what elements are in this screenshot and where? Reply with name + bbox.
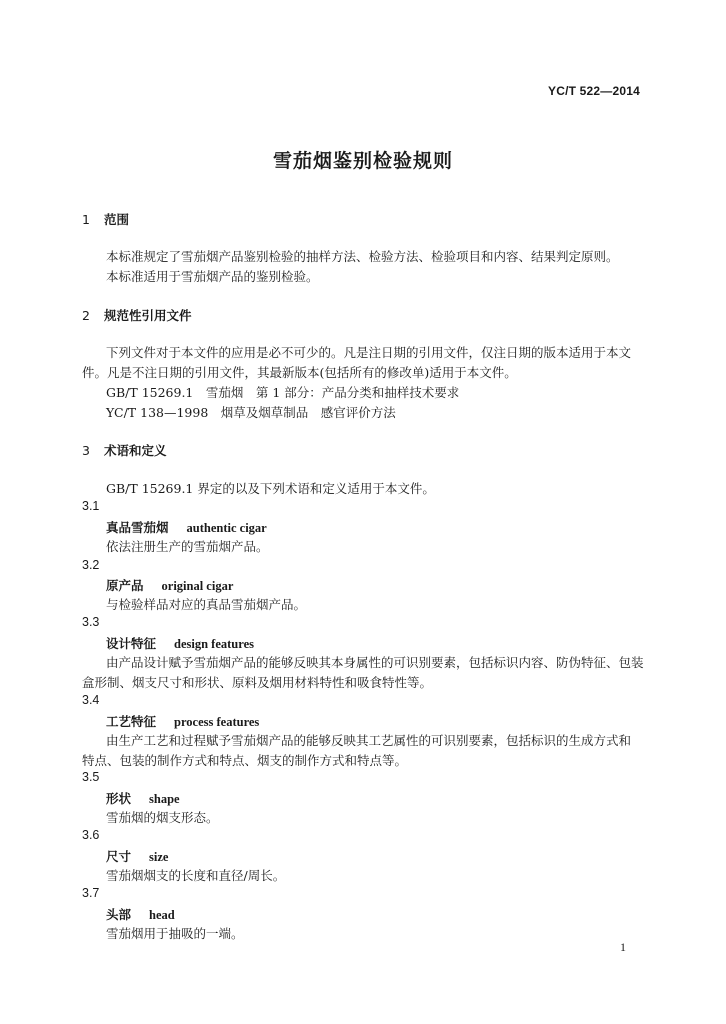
term-en: original cigar (161, 579, 234, 593)
term-heading (106, 847, 168, 865)
term-en: authentic cigar (186, 521, 267, 535)
term-zh: 尺寸 (106, 849, 132, 864)
term-number: 3.4 (82, 693, 100, 707)
term-zh: 工艺特征 (106, 714, 157, 729)
term-definition: 由产品设计赋予雪茄烟产品的能够反映其本身属性的可识别要素，包括标识内容、防伪特征、包装 (106, 655, 644, 670)
standard-code: YC/T 522—2014 (548, 84, 640, 98)
section-heading (82, 441, 167, 459)
term-zh: 形状 (106, 791, 132, 806)
section-title: 范围 (104, 212, 130, 227)
term-heading (106, 576, 233, 594)
reference-item: YC/T 138—1998 烟草及烟草制品 感官评价方法 (106, 405, 396, 420)
term-heading (106, 634, 254, 652)
term-definition: 雪茄烟烟支的长度和直径/周长。 (106, 868, 286, 883)
section-number: 3 (82, 443, 90, 458)
section-number: 2 (82, 308, 90, 323)
term-heading (106, 789, 180, 807)
term-number: 3.1 (82, 499, 100, 513)
term-number: 3.7 (82, 886, 100, 900)
section-heading (82, 306, 192, 324)
term-definition: 盒形制、烟支尺寸和形状、原料及烟用材料特性和吸食特性等。 (82, 675, 433, 690)
page-number: 1 (620, 940, 626, 954)
term-en: size (149, 850, 169, 864)
term-heading (106, 712, 259, 730)
paragraph: 本标准适用于雪茄烟产品的鉴别检验。 (106, 269, 319, 284)
document-title: 雪茄烟鉴别检验规则 (272, 150, 453, 172)
paragraph: 本标准规定了雪茄烟产品鉴别检验的抽样方法、检验方法、检验项目和内容、结果判定原则。 (106, 249, 619, 264)
term-heading (106, 518, 267, 536)
term-zh: 原产品 (106, 578, 144, 593)
term-zh: 真品雪茄烟 (106, 520, 169, 535)
term-definition: 与检验样品对应的真品雪茄烟产品。 (106, 597, 307, 612)
term-definition: 依法注册生产的雪茄烟产品。 (106, 539, 269, 554)
section-title: 规范性引用文件 (104, 308, 192, 323)
term-zh: 设计特征 (106, 636, 157, 651)
term-number: 3.6 (82, 828, 100, 842)
section-title: 术语和定义 (104, 443, 167, 458)
term-en: design features (174, 637, 254, 651)
term-zh: 头部 (106, 907, 132, 922)
term-en: process features (174, 715, 260, 729)
reference-item: GB/T 15269.1 雪茄烟 第 1 部分：产品分类和抽样技术要求 (106, 385, 460, 400)
term-definition: 特点、包装的制作方式和特点、烟支的制作方式和特点等。 (82, 753, 408, 768)
term-en: head (149, 908, 175, 922)
term-definition: 雪茄烟的烟支形态。 (106, 810, 219, 825)
term-definition: 由生产工艺和过程赋予雪茄烟产品的能够反映其工艺属性的可识别要素，包括标识的生成方式和 (106, 733, 632, 748)
paragraph: 下列文件对于本文件的应用是必不可少的。凡是注日期的引用文件，仅注日期的版本适用于本文 (106, 345, 632, 360)
term-definition: 雪茄烟用于抽吸的一端。 (106, 926, 244, 941)
paragraph: 件。凡是不注日期的引用文件，其最新版本(包括所有的修改单)适用于本文件。 (82, 365, 517, 380)
term-number: 3.2 (82, 558, 100, 572)
section-number: 1 (82, 212, 90, 227)
term-heading (106, 905, 175, 923)
term-number: 3.5 (82, 770, 100, 784)
term-en: shape (149, 792, 180, 806)
term-number: 3.3 (82, 615, 100, 629)
paragraph: GB/T 15269.1 界定的以及下列术语和定义适用于本文件。 (106, 481, 435, 496)
section-heading (82, 210, 129, 228)
